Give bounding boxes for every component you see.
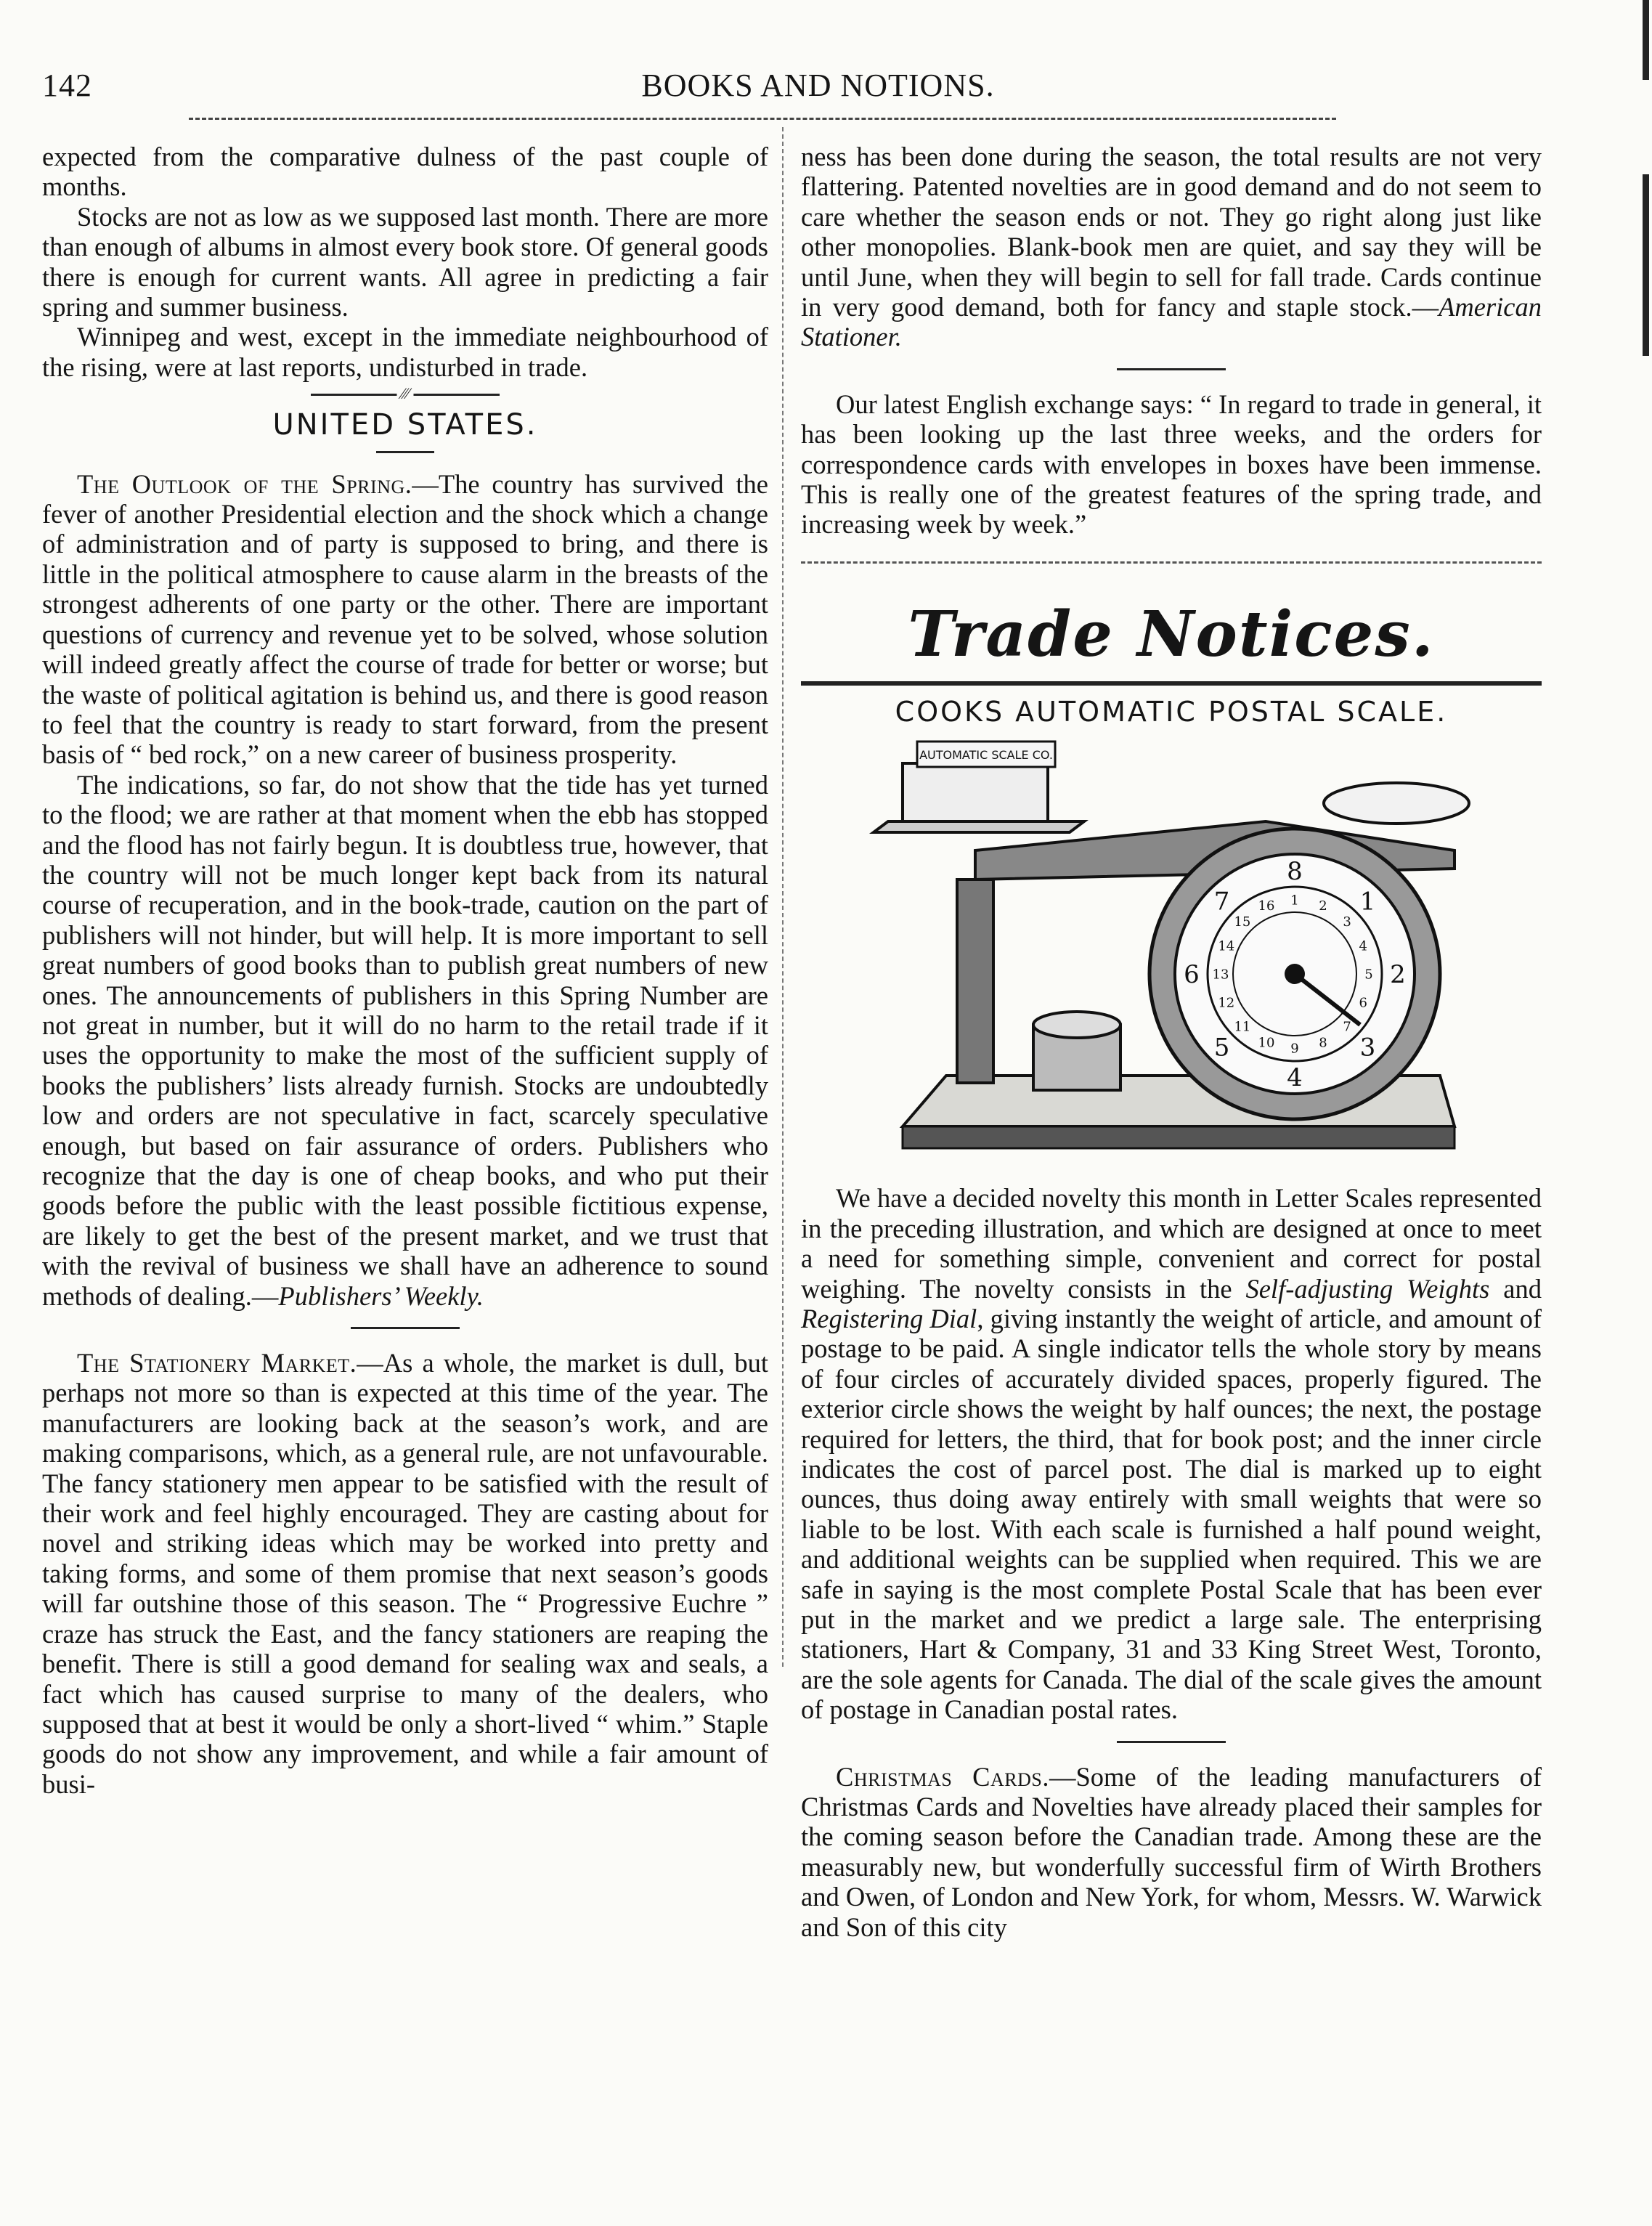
left-column	[42, 142, 768, 1799]
scale-base-front	[903, 1126, 1454, 1148]
dial-outer-numeral: 2	[1390, 960, 1406, 990]
dial-outer-numeral: 6	[1184, 960, 1200, 990]
trade-notices-heading: Trade Notices.	[908, 597, 1435, 671]
scale-pillar	[957, 880, 993, 1083]
header-rule	[189, 118, 1336, 120]
dial-hub	[1285, 964, 1305, 984]
dashed-rule	[801, 561, 1542, 564]
dial-inner-numeral: 7	[1343, 1019, 1351, 1035]
paragraph	[42, 469, 768, 770]
source-citation: Publishers’ Weekly.	[278, 1280, 484, 1311]
dial-inner-numeral: 1	[1290, 893, 1299, 909]
ornamental-rule	[311, 384, 500, 403]
paragraph: Winnipeg and west, except in the immediate neighbourhood of the rising, were at last reports, undisturbed in trade.	[42, 322, 768, 382]
paragraph-text: —The country has survived the fever of another Presidential election and the shock which a change of administration and of party is supposed to bring, and there is little in the political atmosphere to cause alarm in the breasts of the strongest adherents of one party or the other. There are important questions of currency and revenue yet to be solved, whose solution will indeed greatly affect the course of trade for better or worse; but the waste of political agitation is behind us, and there is good reason to feel that the country is ready to start forward, from the present basis of “ bed rock,” on a new career of business prosperity.	[42, 468, 768, 770]
journal-title: BOOKS AND NOTIONS.	[641, 68, 995, 103]
postal-scale-drawing	[859, 734, 1484, 1170]
dial-outer-numeral: 7	[1213, 887, 1230, 917]
dial-inner-numeral: 8	[1319, 1035, 1327, 1051]
dial-outer-numeral: 3	[1359, 1033, 1376, 1063]
parcel-box-label: AUTOMATIC SCALE CO.	[919, 748, 1053, 763]
weight-top	[1033, 1012, 1120, 1038]
dial-inner-numeral: 15	[1234, 914, 1251, 930]
paragraph	[42, 1348, 768, 1799]
separator-rule	[1117, 368, 1226, 370]
scale-heading: COOKS AUTOMATIC POSTAL SCALE.	[895, 695, 1448, 728]
paragraph	[801, 1762, 1542, 1942]
ornament: ⁄⁄⁄	[396, 386, 413, 402]
paragraph-text: —As a whole, the market is dull, but perhaps not more so than is expected at this time of the year. The manufacturers are looking back at the season’s work, and are making comparisons, which, as a general rule, are not unfavourable. The fancy stationery men appear to be satisfied with the result of their work and feel highly encouraged. They are casting about for novel and striking ideas which may be worked into pretty and taking forms, and some of them promise that next season’s goods will far outshine those of this season. The “ Progressive Euchre ” craze has struck the East, and the fancy stationers are reaping the benefit. There is still a good demand for sealing wax and seals, a fact which has caused surprise to many of the dealers, who supposed that at best it would be only a short-lived “ whim.” Staple goods do not show any improvement, and while a fair amount of busi-	[42, 1348, 768, 1799]
dial-inner-numeral: 3	[1343, 914, 1351, 930]
dial-outer-numeral: 1	[1359, 887, 1376, 917]
paragraph-text: and	[1489, 1273, 1542, 1304]
dial-inner-numeral: 10	[1258, 1035, 1275, 1051]
dial-inner-numeral: 4	[1359, 938, 1367, 954]
dial-inner-numeral: 12	[1218, 995, 1235, 1011]
dial-outer-numeral: 4	[1287, 1063, 1303, 1093]
dial-outer-numeral: 8	[1287, 857, 1303, 887]
paragraph-text: , giving instantly the weight of article, and amount of postage to be paid. A single indicator tells the whole story by means of four circles of accurately divided spaces, properly figured. The exterior circle shows the weight by half ounces; the next, the postage required for letters, the third, that for book post; and the inner circle indicates the cost of parcel post. The dial is marked up to eight ounces, thus doing away entirely with small weights that were so liable to be lost. With each scale is furnished a half pound weight, and additional weights can be supplied when required. This we are safe in saying is the most complete Postal Scale that has been ever put in the market and we predict a large sale. The enterprising stationers, Hart & Company, 31 and 33 King Street West, Toronto, are the sole agents for Canada. The dial of the scale gives the amount of postage in Canadian postal rates.	[801, 1303, 1542, 1725]
paragraph-text: The indications, so far, do not show that the tide has yet turned to the flood; we are rather at that moment when the ebb has stopped and the flood has not fairly begun. It is doubtless true, however, that the country will not be much longer kept back from its natural course of recuperation, and in the book-trade, caution on the part of publishers will not hinder, but will help. It is more important to sell great numbers of good books than to publish great numbers of new ones. The announcements of publishers in this Spring Number are not great in number, but it will do no harm to the retail trade if it uses the opportunity to make the most of the sufficient supply of books the publishers’ lists already furnish. Stocks are undoubtedly low and orders are not speculative in fact, scarcely speculative enough, but based on fair assurance of orders. Publishers who recognize that the day is one of cheap books, and who put their goods before the public with the least possible fictitious expense, are likely to get the best of the present market, and we trust that with the revival of business we shall have an adherence to sound methods of dealing.—	[42, 769, 768, 1311]
parcel-box	[903, 763, 1048, 829]
paragraph	[801, 142, 1542, 352]
dial-inner-numeral: 9	[1290, 1041, 1299, 1057]
dial-inner-numeral: 5	[1364, 967, 1373, 983]
thick-rule	[801, 681, 1542, 686]
run-in-heading: Christmas Cards.	[836, 1761, 1049, 1792]
right-column	[801, 142, 1542, 1942]
scale-platform	[874, 821, 1084, 832]
separator-rule	[351, 1327, 460, 1329]
separator-rule	[1117, 1741, 1226, 1743]
paragraph-text: ness has been done during the season, the total results are not very flattering. Patented novelties are in good demand and do not seem to care whether the season ends or not. They go right along just like other monopolies. Blank-book men are quiet, and say they will be until June, when they will begin to sell for fall trade. Cards continue in very good demand, both for fancy and staple stock.—	[801, 142, 1542, 322]
emphasis: Registering Dial	[801, 1303, 977, 1333]
run-in-heading: The Stationery Market.	[77, 1348, 357, 1378]
paragraph	[801, 1183, 1542, 1724]
paragraph-text: We have a decided novelty this month in Letter Scales represented in the preceding illustration, and which are designed at once to meet a need for something simple, convenient and correct for postal weighing. The novelty consists in the	[801, 1183, 1542, 1304]
scan-edge-mark	[1643, 0, 1649, 80]
emphasis: Self-adjusting Weights	[1245, 1273, 1490, 1304]
dial-inner-numeral: 14	[1218, 938, 1235, 954]
paragraph: Our latest English exchange says: “ In regard to trade in general, it has been looking up the last three weeks, and the orders for correspondence cards with envelopes in boxes have been immense. This is really one of the greatest features of the spring trade, and increasing week by week.”	[801, 389, 1542, 540]
scan-edge-mark	[1643, 174, 1649, 356]
section-heading: UNITED STATES.	[272, 408, 538, 442]
short-rule	[376, 451, 434, 453]
dial-inner-numeral: 11	[1234, 1019, 1251, 1035]
paragraph	[42, 770, 768, 1311]
weighing-pan	[1324, 783, 1469, 824]
paragraph-text: —Some of the leading manufacturers of Christmas Cards and Novelties have already placed their samples for the coming season before the Canadian trade. Among these are the measurably new, but wonderfully successful firm of Wirth Brothers and Owen, of London and New York, for whom, Messrs. W. Warwick and Son of this city	[801, 1761, 1542, 1942]
page-number: 142	[42, 68, 92, 103]
dial-inner-numeral: 13	[1212, 967, 1229, 983]
dial-inner-numeral: 2	[1319, 898, 1327, 914]
source-citation: American Stationer.	[801, 292, 1542, 352]
run-in-heading: The Outlook of the Spring.	[77, 468, 412, 499]
dial-inner-numeral: 6	[1359, 995, 1367, 1011]
paragraph: expected from the comparative dulness of the past couple of months.	[42, 142, 768, 202]
column-divider	[782, 127, 784, 1667]
dial-outer-numeral: 5	[1213, 1033, 1230, 1063]
dial-inner-numeral: 16	[1258, 898, 1275, 914]
postal-scale-illustration	[859, 734, 1484, 1170]
running-head	[42, 67, 1594, 110]
paragraph: Stocks are not as low as we supposed last month. There are more than enough of albums in almost every book store. Of general goods there is enough for current wants. All agree in predicting a fair spring and summer business.	[42, 201, 768, 322]
